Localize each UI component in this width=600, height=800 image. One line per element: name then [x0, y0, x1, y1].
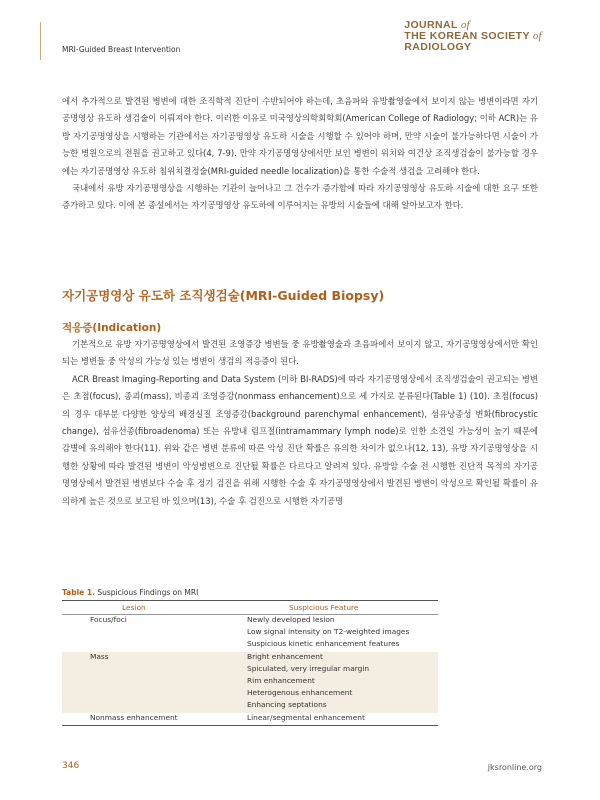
feature-cell: Rim enhancement: [247, 676, 438, 688]
table-row: [62, 688, 438, 700]
paragraph: 에서 추가적으로 발견된 병변에 대한 조직학적 진단이 수반되어야 하는데, 초음파와 유방촬영술에서 보이지 않는 병변이라면 자기공명영상 유도하 생검술이 이뤄져야 한다. 이러한 이유로 미국영상의학회학회(American College of Radiology; 이하 ACR)는 유방 자기공명영상을 시행하는 기관에서는 자기공명영상 유도하 시술을 시행할 수 있어야 하며, 만약 시술이 불가능하다면 시술이 가능한 병원으로의 전원을 권고하고 있다(4, 7-9). 만약 자기공명영상에서만 보인 병변이 위치와 여건상 조직생검술이 불가능할 경우에는 자기공명영상 유도하 침위치결정술(MRI-guided needle localization)을 통한 수술적 생검을 고려해야 한다.: [62, 96, 538, 176]
lesion-cell: [62, 700, 247, 712]
table-label: Table 1.: [62, 588, 95, 597]
running-header-title: MRI-Guided Breast Intervention: [62, 45, 181, 54]
table-row: [62, 700, 438, 712]
feature-cell: Enhancing septations: [247, 700, 438, 712]
journal-logo: JOURNAL of THE KOREAN SOCIETY of RADIOLOGY: [404, 19, 542, 53]
table-row: [62, 676, 438, 688]
lesion-cell: Focus/foci: [90, 615, 127, 624]
website-link[interactable]: jksronline.org: [487, 763, 542, 772]
column-header-feature: Suspicious Feature: [289, 603, 359, 612]
table-row: [62, 639, 438, 651]
table-row: [62, 664, 438, 676]
feature-cell: Linear/segmental enhancement: [247, 712, 365, 722]
page-number: 346: [62, 761, 80, 771]
feature-cell: Bright enhancement: [247, 652, 438, 664]
lesion-cell: [62, 688, 247, 700]
lesion-cell: [62, 664, 247, 676]
table-row: [62, 615, 438, 628]
feature-cell: Spiculated, very irregular margin: [247, 664, 438, 676]
intro-text: [62, 93, 538, 215]
header-accent-line: [40, 22, 41, 60]
journal-logo-line2: THE KOREAN SOCIETY: [404, 30, 530, 42]
lesion-cell: [62, 627, 247, 639]
paragraph: 기본적으로 유방 자기공명영상에서 발견된 조영증강 병변들 중 유방촬영술과 초음파에서 보이지 않고, 자기공명영상에서만 확인되는 병변들 중 악성의 가능성 있는 병변이 생검의 적응증이 된다.: [62, 339, 538, 367]
indication-text: [62, 336, 538, 510]
subsection-heading: 적응증(Indication): [62, 322, 162, 334]
table-header-row: [62, 601, 438, 615]
lesion-cell: [62, 676, 247, 688]
suspicious-findings-table: [62, 600, 438, 726]
paragraph: 국내에서 유방 자기공명영상을 시행하는 기관이 늘어나고 그 건수가 증가함에 따라 자기공명영상 유도하 시술에 대한 요구 또한 증가하고 있다. 이에 본 종설에서는 자기공명영상 유도하에 이루어지는 유방의 시술들에 대해 알아보고자 한다.: [62, 183, 538, 211]
lesion-cell: Mass: [62, 652, 247, 664]
journal-logo-line3: RADIOLOGY: [404, 41, 472, 53]
feature-cell: Low signal intensity on T2-weighted images: [247, 627, 410, 637]
table-row: [62, 627, 438, 639]
column-header-lesion: Lesion: [122, 603, 146, 612]
feature-cell: Newly developed lesion: [247, 615, 335, 624]
lesion-cell: [62, 639, 247, 651]
feature-cell: Suspicious kinetic enhancement features: [247, 639, 400, 649]
lesion-cell: Nonmass enhancement: [90, 712, 178, 722]
table-row: [62, 652, 438, 664]
journal-logo-line1: JOURNAL: [404, 19, 458, 31]
paragraph: ACR Breast Imaging-Reporting and Data System (이하 BI-RADS)에 따라 자기공명영상에서 조직생검술이 권고되는 병변은 초점(focus), 종괴(mass), 비종괴 조영증강(nonmass enhancement)으로 세 가지로 분류된다(Table 1) (10). 초점(focus)의 경우 대부분 다양한 양상의 배경실질 조영증강(background parenchymal enhancement), 섬유낭종성 변화(fibrocystic change), 섬유선종(fibroadenoma) 또는 유방내 림프절(intramammary lymph node)로 인한 소견일 가능성이 높기 때문에 감별에 유의해야 한다(11). 위와 같은 병변 분류에 따른 악성 진단 확률은 유의한 차이가 없으나(12, 13), 유방 자기공명영상을 시행한 상황에 따라 발견된 병변이 악성병변으로 진단될 확률은 다르다고 알려져 있다. 유방암 수술 전 시행한 진단적 목적의 자기공명영상에서 발견된 병변보다 수술 후 정기 검진을 위해 시행한 수술 후 자기공명영상에서 발견된 병변이 악성으로 확인될 확률이 유의하게 높은 것으로 보고된 바 있으며(13), 수술 후 검진으로 시행한 자기공명: [62, 373, 538, 506]
table-caption-text: Suspicious Findings on MRI: [97, 588, 199, 597]
table-row: [62, 713, 438, 726]
table-caption: [62, 588, 198, 597]
feature-cell: Heterogenous enhancement: [247, 688, 438, 700]
section-heading: 자기공명영상 유도하 조직생검술(MRI-Guided Biopsy): [62, 288, 385, 303]
